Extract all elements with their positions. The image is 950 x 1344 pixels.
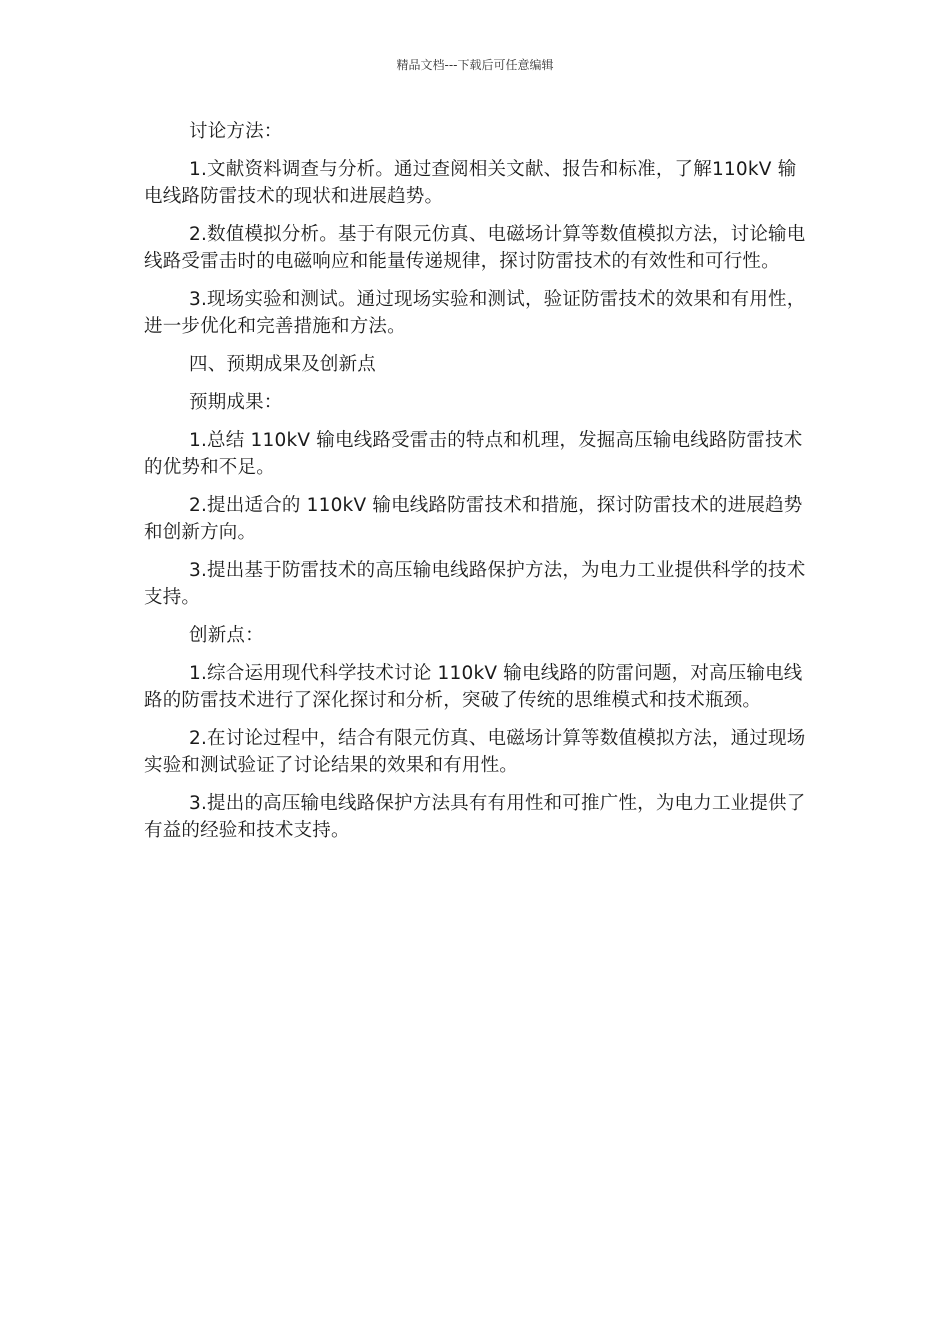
paragraph-innovation-3: 3.提出的高压输电线路保护方法具有有用性和可推广性，为电力工业提供了有益的经验和技术支持。 bbox=[144, 793, 806, 841]
page-header: 精品文档---下载后可任意编辑 bbox=[396, 58, 554, 72]
paragraph-method-3: 3.现场实验和测试。通过现场实验和测试，验证防雷技术的效果和有用性，进一步优化和完善措施和方法。 bbox=[144, 289, 806, 337]
paragraph-method-2: 2.数值模拟分析。基于有限元仿真、电磁场计算等数值模拟方法，讨论输电线路受雷击时的电磁响应和能量传递规律，探讨防雷技术的有效性和可行性。 bbox=[144, 224, 806, 272]
paragraph-innovation-heading: 创新点： bbox=[189, 625, 264, 646]
paragraph-innovation-2: 2.在讨论过程中，结合有限元仿真、电磁场计算等数值模拟方法，通过现场实验和测试验证了讨论结果的效果和有用性。 bbox=[144, 728, 806, 776]
paragraph-method-1: 1.文献资料调查与分析。通过查阅相关文献、报告和标准，了解110kV 输电线路防雷技术的现状和进展趋势。 bbox=[144, 159, 797, 207]
paragraph-methods-heading: 讨论方法： bbox=[189, 121, 283, 142]
paragraph-innovation-1: 1.综合运用现代科学技术讨论 110kV 输电线路的防雷问题，对高压输电线路的防雷技术进行了深化探讨和分析，突破了传统的思维模式和技术瓶颈。 bbox=[144, 663, 803, 711]
paragraph-result-2: 2.提出适合的 110kV 输电线路防雷技术和措施，探讨防雷技术的进展趋势和创新方向。 bbox=[144, 495, 803, 543]
document-body bbox=[144, 118, 808, 855]
paragraph-result-3: 3.提出基于防雷技术的高压输电线路保护方法，为电力工业提供科学的技术支持。 bbox=[144, 560, 806, 608]
section-heading-expected-results: 四、预期成果及创新点 bbox=[189, 354, 377, 375]
paragraph-result-1: 1.总结 110kV 输电线路受雷击的特点和机理，发掘高压输电线路防雷技术的优势和不足。 bbox=[144, 430, 803, 478]
paragraph-results-heading: 预期成果： bbox=[189, 392, 283, 413]
